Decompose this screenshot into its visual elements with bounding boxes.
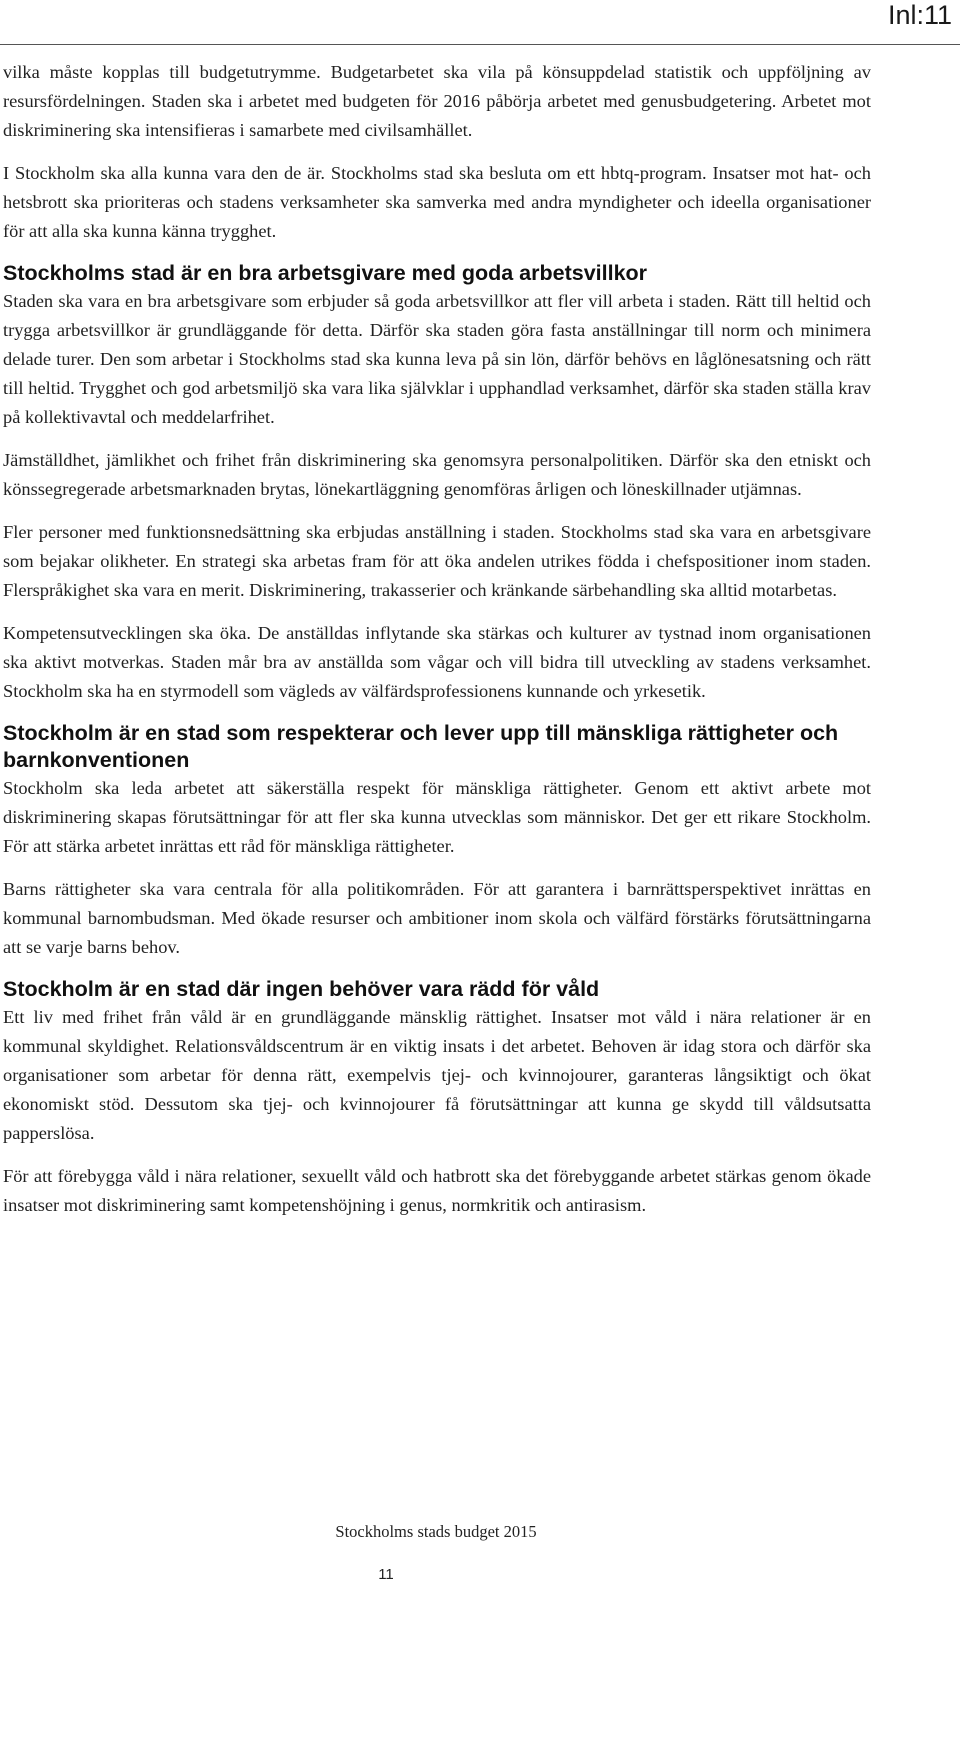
paragraph: För att förebygga våld i nära relationer, sexuellt våld och hatbrott ska det förebyggande arbetet stärkas genom ökade insatser mot diskriminering samt kompetenshöjning i genus, normkritik och antirasism.	[3, 1166, 871, 1215]
section-heading: Stockholm är en stad där ingen behöver vara rädd för våld	[3, 977, 600, 1001]
header-divider	[0, 44, 960, 45]
paragraph: Jämställdhet, jämlikhet och frihet från diskriminering ska genomsyra personalpolitiken. Därför ska den etniskt och könssegregerade arbetsmarknaden brytas, lönekartläggning genomföras årligen och löneskillnader utjämnas.	[3, 450, 871, 499]
page-label: Inl:11	[887, 0, 952, 30]
section-heading: Stockholm är en stad som respekterar och lever upp till mänskliga rättigheter och barnkonventionen	[3, 721, 839, 772]
document-body	[3, 58, 871, 1220]
paragraph: Fler personer med funktionsnedsättning ska erbjudas anställning i staden. Stockholms stad ska vara en arbetsgivare som bejakar olikheter. En strategi ska arbetas fram för att öka andelen utrikes födda i chefspositioner inom staden. Flerspråkighet ska vara en merit. Diskriminering, trakasserier och kränkande särbehandling ska alltid motarbetas.	[3, 522, 871, 600]
paragraph: vilka måste kopplas till budgetutrymme. Budgetarbetet ska vila på könsuppdelad statistik och uppföljning av resursfördelningen. Staden ska i arbetet med budgeten för 2016 påbörja arbetet med genusbudgetering. Arbetet mot diskriminering ska intensifieras i samarbete med civilsamhället.	[3, 62, 871, 140]
footer-title: Stockholms stads budget 2015	[335, 1522, 537, 1541]
paragraph: Ett liv med frihet från våld är en grundläggande mänsklig rättighet. Insatser mot våld i nära relationer är en kommunal skyldighet. Relationsvåldscentrum är en viktig insats i det arbetet. Behoven är idag stora och därför ska organisationer som arbetar för denna rätt, exempelvis tjej- och kvinnojourer, garanteras långsiktigt och ökat ekonomiskt stöd. Dessutom ska tjej- och kvinnojourer få förutsättningar att kunna ge skydd till våldsutsatta papperslösa.	[3, 1007, 871, 1143]
page-number: 11	[378, 1566, 394, 1583]
paragraph: Kompetensutvecklingen ska öka. De anställdas inflytande ska stärkas och kulturer av tystnad inom organisationen ska aktivt motverkas. Staden mår bra av anställda som vågar och vill bidra till utveckling av stadens verksamhet. Stockholm ska ha en styrmodell som vägleds av välfärdsprofessionens kunnande och yrkesetik.	[3, 623, 871, 701]
paragraph: Staden ska vara en bra arbetsgivare som erbjuder så goda arbetsvillkor att fler vill arbeta i staden. Rätt till heltid och trygga arbetsvillkor är grundläggande för detta. Därför ska staden göra fasta anställningar till norm och minimera delade turer. Den som arbetar i Stockholms stad ska kunna leva på sin lön, därför behövs en låglönesatsning och rätt till heltid. Trygghet och god arbetsmiljö ska vara lika självklar i upphandlad verksamhet, därför ska staden ställa krav på kollektivavtal och meddelarfrihet.	[3, 291, 871, 427]
section-heading: Stockholms stad är en bra arbetsgivare med goda arbetsvillkor	[3, 261, 648, 285]
paragraph: Stockholm ska leda arbetet att säkerställa respekt för mänskliga rättigheter. Genom ett aktivt arbete mot diskriminering skapas förutsättningar för att fler ska kunna utvecklas som människor. Det ger ett rikare Stockholm. För att stärka arbetet inrättas ett råd för mänskliga rättigheter.	[3, 778, 871, 856]
paragraph: I Stockholm ska alla kunna vara den de är. Stockholms stad ska besluta om ett hbtq-program. Insatser mot hat- och hetsbrott ska prioriteras och stadens verksamheter ska samverka med andra myndigheter och ideella organisationer för att alla ska kunna känna trygghet.	[3, 163, 871, 241]
paragraph: Barns rättigheter ska vara centrala för alla politikområden. För att garantera i barnrättsperspektivet inrättas en kommunal barnombudsman. Med ökade resurser och ambitioner inom skola och välfärd förstärks förutsättningarna att se varje barns behov.	[3, 879, 871, 957]
